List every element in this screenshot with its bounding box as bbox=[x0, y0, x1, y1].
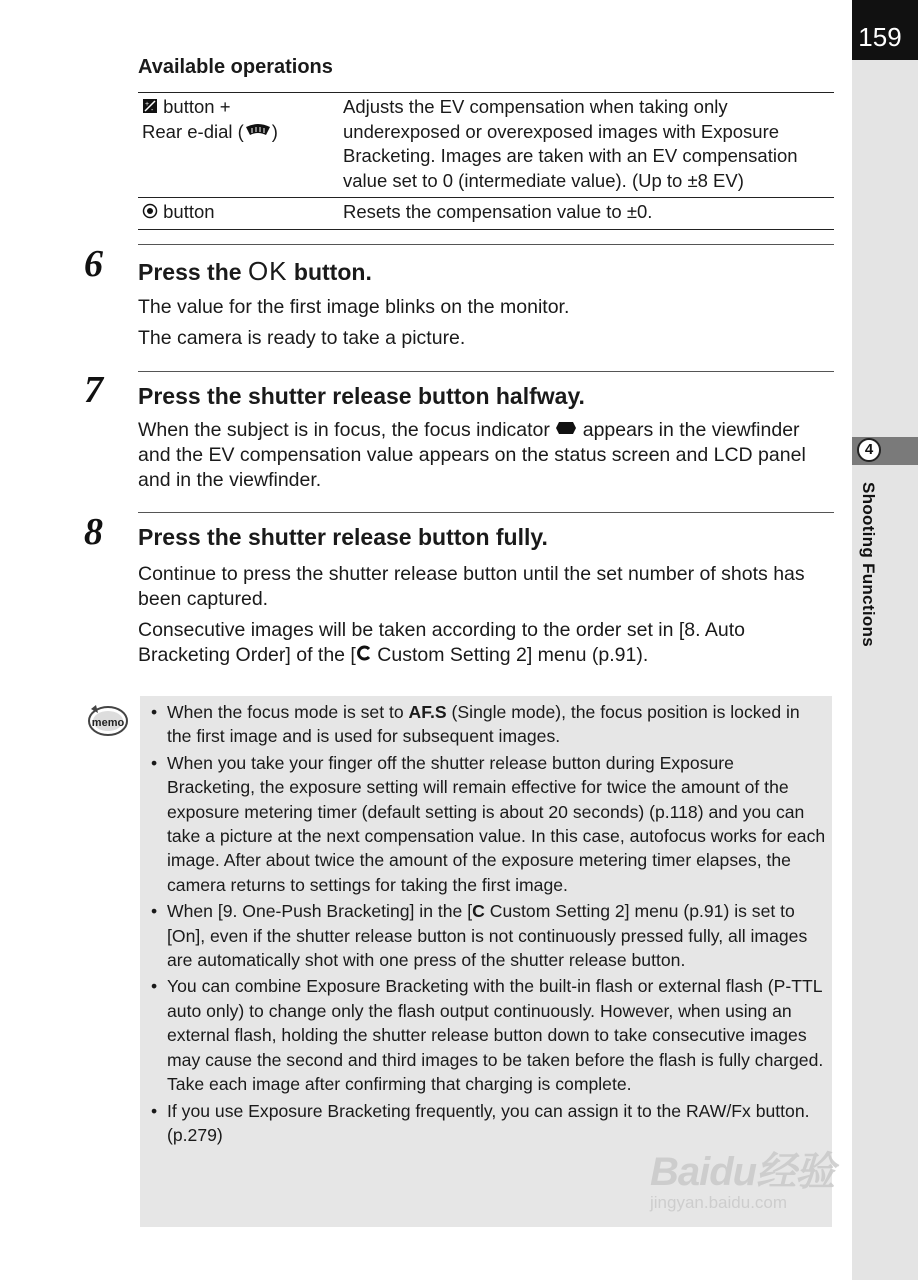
table-row bbox=[138, 198, 834, 230]
control-cell bbox=[138, 198, 339, 230]
table-row bbox=[138, 93, 834, 198]
rear-dial-icon bbox=[244, 121, 272, 146]
list-item bbox=[146, 899, 826, 972]
page-number-bar bbox=[852, 0, 918, 60]
step-number: 8 bbox=[84, 511, 103, 553]
step-divider bbox=[138, 512, 834, 513]
paragraph-text: When the subject is in focus, the focus indicator bbox=[138, 419, 550, 441]
svg-text:-: - bbox=[151, 106, 154, 114]
description-cell: Adjusts the EV compensation when taking only underexposed or overexposed images with Exposure Bracketing. Images are taken with an EV compensation value set to 0 (intermediate value). (Up to ±8 EV) bbox=[343, 96, 798, 191]
chapter-badge: 4 bbox=[857, 438, 881, 462]
paragraph-text: appears in the viewfinder and the EV compensation value appears on the status screen and LCD panel and in the viewfinder. bbox=[138, 419, 806, 492]
memo-text: When [9. One-Push Bracketing] in the [ bbox=[167, 901, 473, 922]
description-cell: Resets the compensation value to ±0. bbox=[343, 201, 653, 222]
control-label-line2-end: ) bbox=[271, 121, 278, 143]
green-button-icon bbox=[142, 201, 158, 226]
watermark-logo: Baidu经验 bbox=[650, 1150, 835, 1194]
step-divider bbox=[138, 371, 834, 372]
operations-table bbox=[138, 92, 834, 230]
memo-text: You can combine Exposure Bracketing with the built-in flash or external flash (P-TTL auto only) to change only the flash output continuously. However, when using an external flash, holding the shutter release button down to take consecutive images may cause the second and third images to be taken before the flash is fully charged. Take each image after confirming that charging is complete. bbox=[167, 976, 824, 1095]
step-title bbox=[138, 256, 372, 287]
watermark bbox=[650, 1140, 834, 1213]
memo-text: When you take your finger off the shutter release button during Exposure Bracketing, the exposure setting will remain effective for twice the amount of the exposure metering timer (default setting is about 20 seconds) (p.118) and you can take a picture at the next compensation value. In this case, autofocus works for each image. After about twice the amount of the exposure metering timer elapses, the camera returns to settings for taking the first image. bbox=[167, 752, 826, 895]
step-title-text: Press the bbox=[138, 259, 242, 285]
memo-text: When the focus mode is set to bbox=[167, 702, 409, 722]
paragraph-text: Consecutive images will be taken according to the order set in [8. Auto Bracketing Order] of the [ bbox=[138, 619, 746, 666]
step-divider bbox=[138, 244, 834, 245]
step-title: Press the shutter release button halfway. bbox=[138, 383, 585, 409]
svg-text:+: + bbox=[145, 100, 150, 108]
control-label-line1: button bbox=[163, 201, 215, 222]
custom-setting-symbol: C bbox=[472, 901, 485, 922]
step-paragraph: The camera is ready to take a picture. bbox=[138, 327, 466, 349]
list-item bbox=[146, 974, 826, 1096]
control-cell bbox=[138, 93, 339, 198]
af-s-symbol: AF.S bbox=[408, 702, 447, 722]
step-paragraph bbox=[138, 418, 834, 493]
chapter-title: Shooting Functions bbox=[859, 482, 878, 647]
available-operations-heading: Available operations bbox=[138, 56, 333, 78]
control-label-line1: button + bbox=[163, 96, 231, 117]
memo-text: (Single mode), the focus position is locked in the first image and is used for subsequent images. bbox=[167, 702, 800, 747]
ev-compensation-icon bbox=[142, 96, 158, 121]
memo-text: If you use Exposure Bracketing frequently, you can assign it to the RAW/Fx button. (p.279) bbox=[167, 1100, 810, 1145]
ok-button-symbol: OK bbox=[247, 256, 288, 286]
step-paragraph: The value for the first image blinks on the monitor. bbox=[138, 296, 570, 318]
memo-text: Custom Setting 2] menu (p.91) is set to [On], even if the shutter release button is not continuously pressed fully, all images are automatically shot with one press of the shutter release button. bbox=[167, 901, 808, 971]
step-paragraph: Continue to press the shutter release button until the set number of shots has been captured. bbox=[138, 563, 805, 610]
sidebar-band bbox=[852, 60, 918, 1280]
watermark-url: jingyan.baidu.com bbox=[650, 1193, 788, 1212]
list-item bbox=[146, 700, 826, 749]
svg-text:memo: memo bbox=[91, 717, 125, 729]
paragraph-text: Custom Setting 2] menu (p.91). bbox=[371, 644, 649, 666]
page-number: 159 bbox=[858, 22, 902, 52]
step-paragraph bbox=[138, 618, 834, 668]
control-label-line2: Rear e-dial ( bbox=[142, 121, 244, 143]
step-title-text: button. bbox=[293, 259, 372, 285]
focus-indicator-icon bbox=[555, 418, 577, 443]
step-number: 7 bbox=[84, 369, 103, 411]
list-item bbox=[146, 751, 826, 897]
step-title: Press the shutter release button fully. bbox=[138, 524, 548, 550]
memo-list bbox=[146, 700, 826, 1149]
memo-icon bbox=[86, 701, 128, 742]
step-number: 6 bbox=[84, 243, 103, 285]
custom-setting-icon bbox=[356, 643, 372, 668]
